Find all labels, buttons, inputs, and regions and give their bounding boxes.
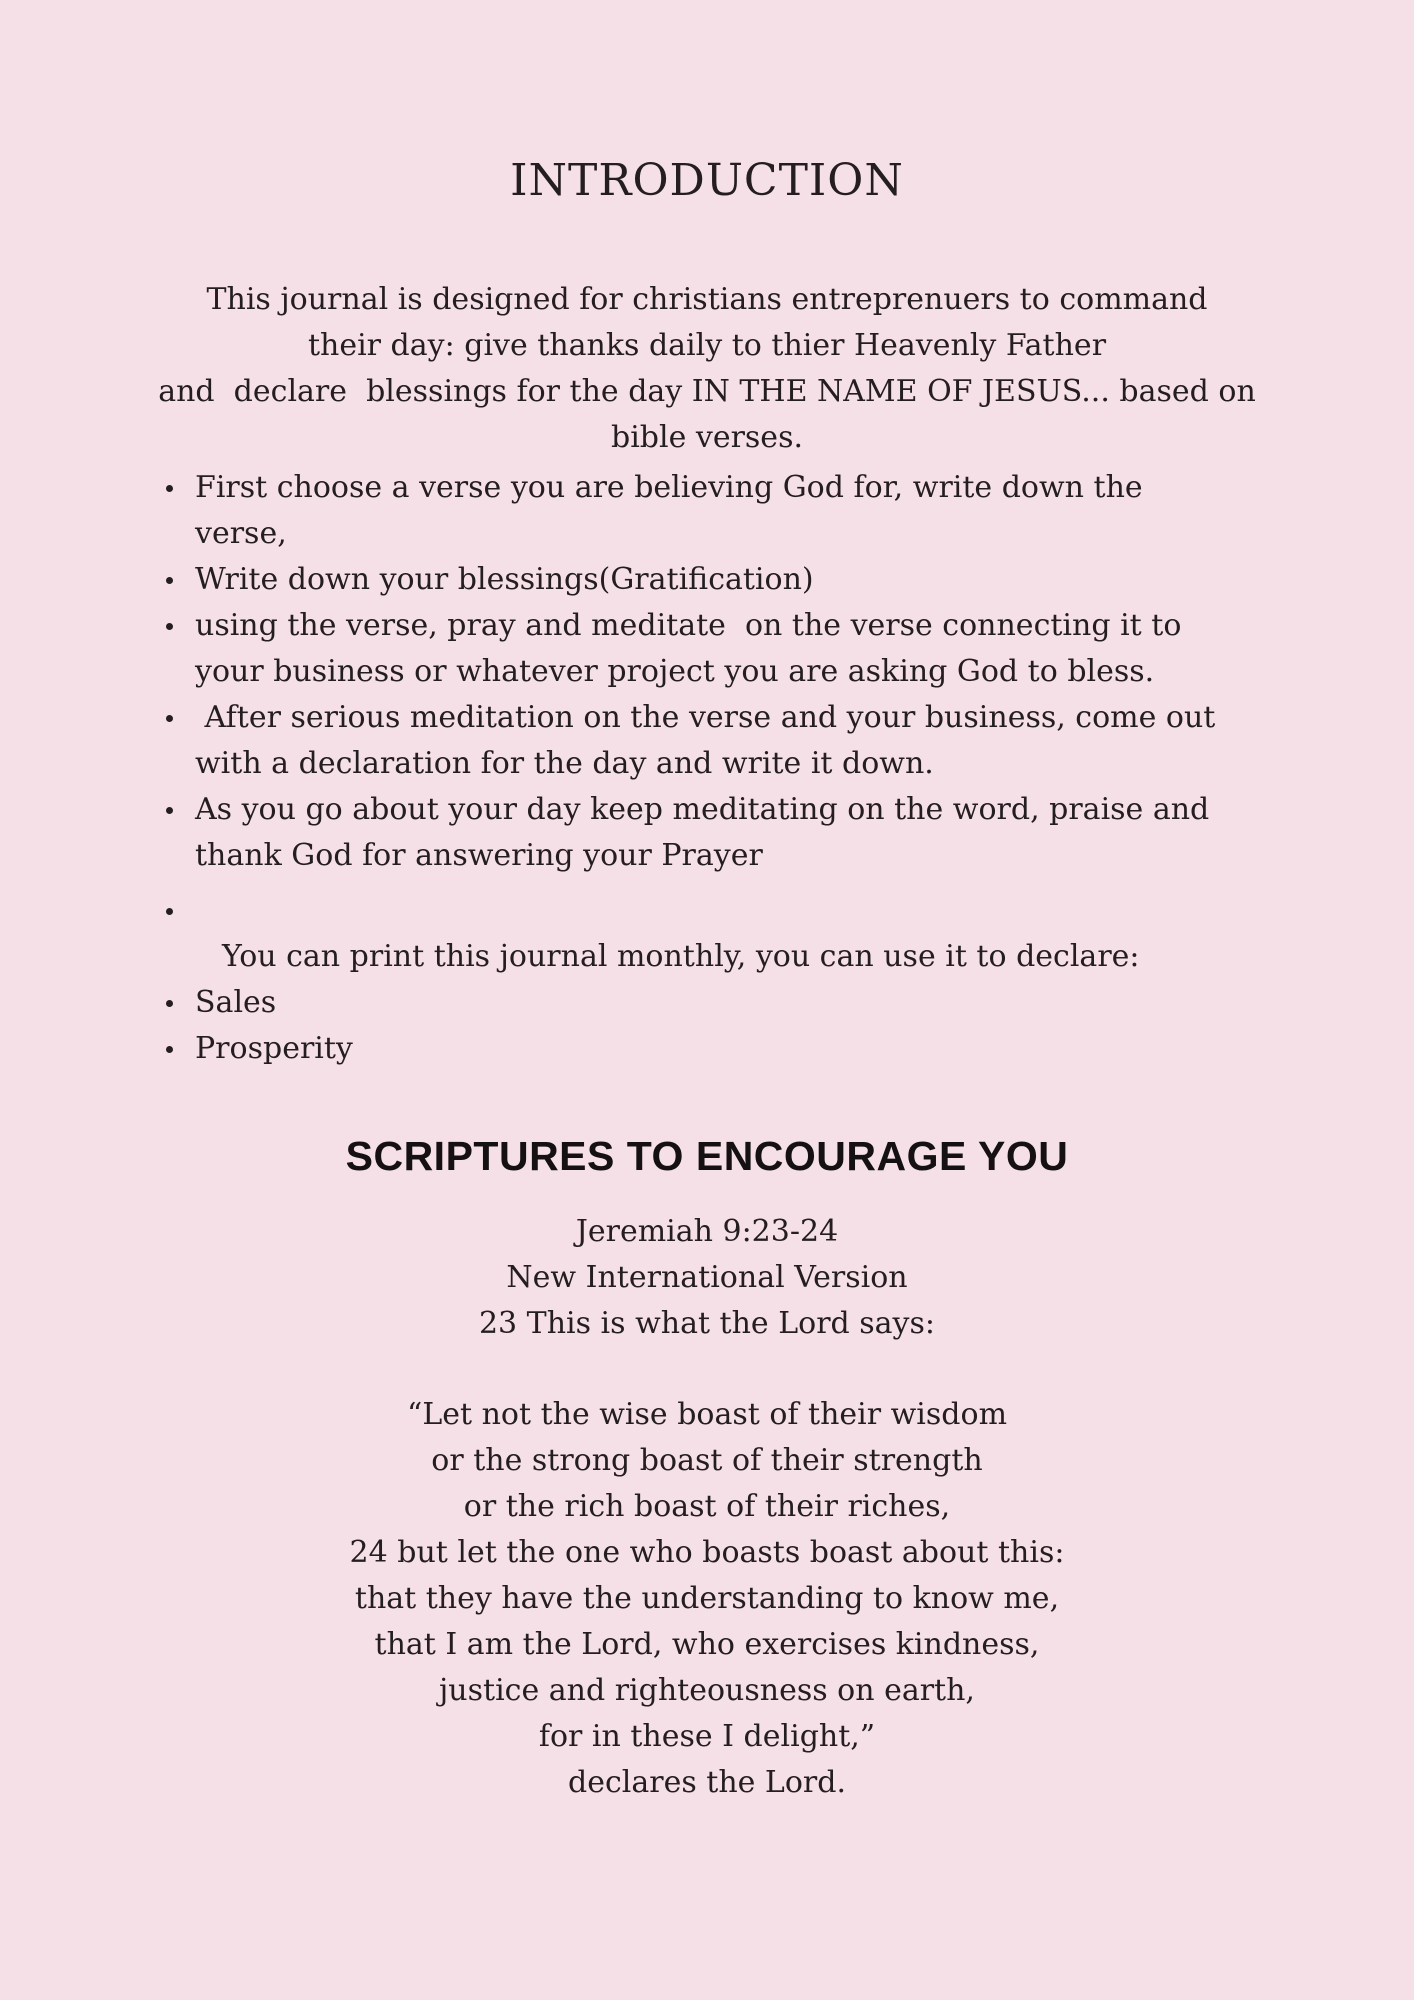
scripture-reference: Jeremiah 9:23-24 xyxy=(575,1214,839,1249)
verse-line: or the strong boast of their strength xyxy=(431,1443,983,1478)
list-item-line: Prosperity xyxy=(195,1031,353,1066)
scripture-version: New International Version xyxy=(506,1260,908,1295)
bullet-dot-icon xyxy=(166,485,173,492)
verse-line: 24 but let the one who boasts boast about this: xyxy=(349,1535,1065,1570)
bullet-dot-icon xyxy=(166,908,173,915)
intro-paragraph-line: bible verses. xyxy=(610,420,803,455)
list-item-line: After serious meditation on the verse and your business, come out xyxy=(195,700,1216,735)
list-item-line: First choose a verse you are believing God for, write down the xyxy=(195,470,1143,505)
list-item-sales xyxy=(130,980,1284,1026)
list-item-line: verse, xyxy=(195,516,287,551)
verse-line: declares the Lord. xyxy=(568,1765,846,1800)
intro-paragraph-line: This journal is designed for christians entreprenuers to command xyxy=(206,282,1208,317)
list-item-empty xyxy=(130,888,1284,934)
list-item-line: thank God for answering your Prayer xyxy=(195,838,763,873)
verse-line: that they have the understanding to know me, xyxy=(354,1581,1060,1616)
bullet-dot-icon xyxy=(166,577,173,584)
instructions-list xyxy=(130,465,1284,1072)
bullet-dot-icon xyxy=(166,715,173,722)
list-item-prosperity xyxy=(130,1026,1284,1072)
intro-paragraph-line: and declare blessings for the day IN THE NAME OF JESUS... based on xyxy=(158,374,1256,409)
bullet-dot-icon xyxy=(166,807,173,814)
list-item-line: Write down your blessings(Gratification) xyxy=(195,562,814,597)
bullet-dot-icon xyxy=(166,623,173,630)
list-item-line: Sales xyxy=(195,985,277,1020)
page-title: INTRODUCTION xyxy=(510,155,904,206)
bullet-dot-icon xyxy=(166,1046,173,1053)
list-item xyxy=(130,465,1284,557)
verse-line: for in these I delight,” xyxy=(538,1719,876,1754)
list-item xyxy=(130,695,1284,787)
verse-line: justice and righteousness on earth, xyxy=(439,1673,975,1708)
scripture-intro-line: 23 This is what the Lord says: xyxy=(478,1306,936,1341)
intro-paragraph-line: their day: give thanks daily to thier Heavenly Father xyxy=(307,328,1107,363)
verse-line: or the rich boast of their riches, xyxy=(463,1489,951,1524)
scripture-verse-block xyxy=(130,1392,1284,1806)
list-item xyxy=(130,557,1284,603)
print-note: You can print this journal monthly, you can use it to declare: xyxy=(222,939,1140,974)
verse-line: “Let not the wise boast of their wisdom xyxy=(406,1397,1008,1432)
bullet-dot-icon xyxy=(166,1000,173,1007)
list-item xyxy=(130,787,1284,879)
list-item-line: As you go about your day keep meditating on the word, praise and xyxy=(195,792,1210,827)
verse-line: that I am the Lord, who exercises kindness, xyxy=(374,1627,1040,1662)
list-item-line: with a declaration for the day and write it down. xyxy=(195,746,934,781)
list-item-line: using the verse, pray and meditate on the verse connecting it to xyxy=(195,608,1182,643)
section-heading: SCRIPTURES TO ENCOURAGE YOU xyxy=(345,1133,1069,1179)
intro-paragraph xyxy=(130,277,1284,461)
scripture-reference-block xyxy=(130,1209,1284,1347)
list-item xyxy=(130,603,1284,695)
list-item-line: your business or whatever project you are asking God to bless. xyxy=(195,654,1155,689)
